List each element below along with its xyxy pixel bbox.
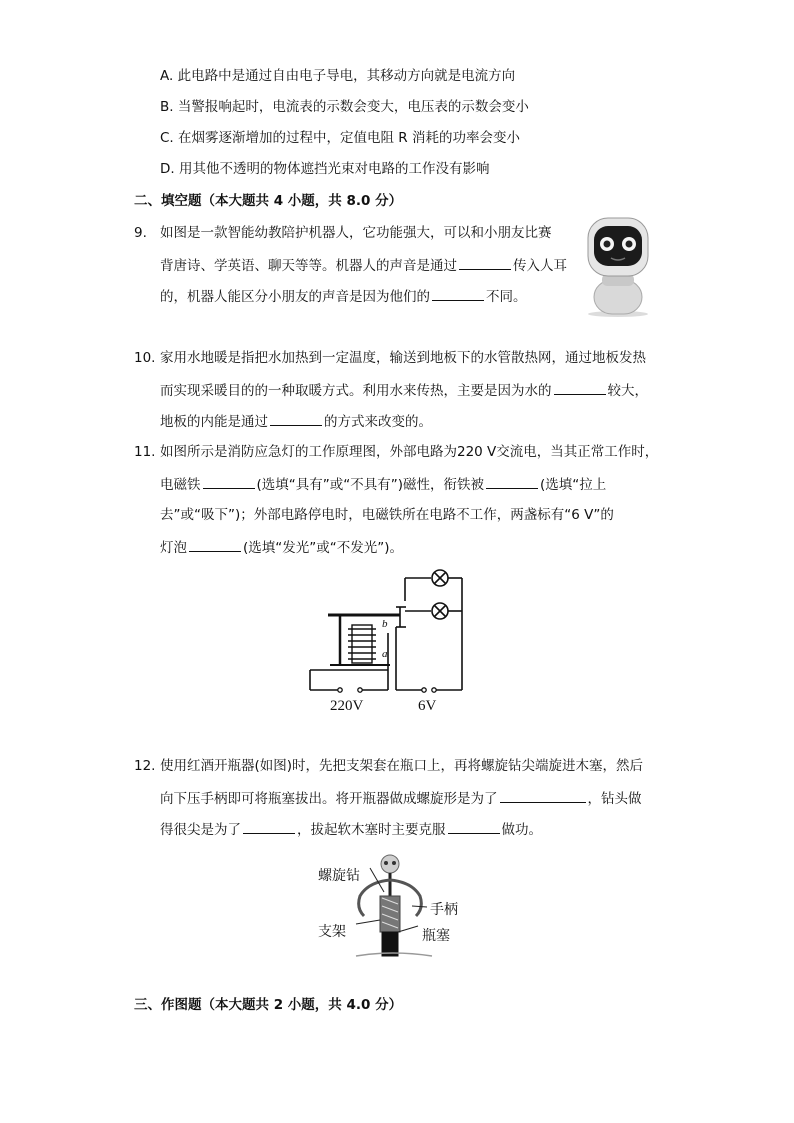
- robot-figure: [580, 214, 656, 318]
- q12-blank-3[interactable]: [448, 819, 500, 834]
- q11-line-2a: 电磁铁: [160, 477, 201, 493]
- circuit-label-b: b: [382, 618, 388, 630]
- q9-line-1: 如图是一款智能幼教陪护机器人，它功能强大，可以和小朋友比赛: [160, 225, 552, 241]
- q10-line-2b: 较大，: [607, 383, 648, 399]
- corkscrew-label-stand: 支架: [318, 924, 346, 940]
- q10-line-3b: 的方式来改变的。: [324, 414, 432, 430]
- q9-blank-1[interactable]: [459, 255, 511, 270]
- q12-number: 12.: [134, 758, 156, 774]
- q8-option-a: A. 此电路中是通过自由电子导电，其移动方向就是电流方向: [160, 68, 516, 84]
- q8-option-b: B. 当警报响起时，电流表的示数会变大，电压表的示数会变小: [160, 99, 529, 115]
- q10-line-3a: 地板的内能是通过: [160, 414, 268, 430]
- q10-line-2: [160, 380, 648, 400]
- q12-line-3: [160, 819, 542, 839]
- q9-line-3a: 的，机器人能区分小朋友的声音是因为他们的: [160, 289, 430, 305]
- q11-line-3: 去”或“吸下”)；外部电路停电时，电磁铁所在电路不工作，两盏标有“6 V”的: [160, 507, 614, 523]
- q12-blank-1[interactable]: [500, 788, 586, 803]
- section-3-title: 三、作图题（本大题共 2 小题，共 4.0 分）: [134, 997, 403, 1013]
- q12-line-3c: 做功。: [501, 822, 542, 838]
- q12-line-3b: ，拔起软木塞时主要克服: [297, 822, 446, 838]
- q10-line-3: [160, 411, 432, 431]
- q12-blank-2[interactable]: [243, 819, 295, 834]
- q10-number: 10.: [134, 350, 156, 366]
- q11-number: 11.: [134, 444, 156, 460]
- q12-line-2b: ，钻头做: [587, 791, 642, 807]
- q11-blank-1[interactable]: [203, 474, 255, 489]
- q9-line-2: [160, 255, 567, 275]
- q11-line-2b: (选填“具有”或“不具有”)磁性，衔铁被: [256, 477, 485, 493]
- q10-blank-1[interactable]: [554, 380, 606, 395]
- q12-line-1: 使用红酒开瓶器(如图)时，先把支架套在瓶口上，再将螺旋钻尖端旋进木塞，然后: [160, 758, 644, 774]
- circuit-label-6v: 6V: [418, 698, 437, 714]
- q12-line-2: [160, 788, 642, 808]
- corkscrew-label-handle: 手柄: [430, 902, 458, 918]
- q11-line-4b: (选填“发光”或“不发光”)。: [243, 540, 404, 556]
- q10-blank-2[interactable]: [270, 411, 322, 426]
- q9-line-2b: 传入人耳: [513, 258, 567, 274]
- q12-line-2a: 向下压手柄即可将瓶塞拔出。将开瓶器做成螺旋形是为了: [160, 791, 498, 807]
- q11-line-4a: 灯泡: [160, 540, 187, 556]
- q9-line-2a: 背唐诗、学英语、聊天等等。机器人的声音是通过: [160, 258, 457, 274]
- corkscrew-label-cork: 瓶塞: [422, 928, 450, 944]
- q9-number: 9.: [134, 225, 147, 241]
- q9-blank-2[interactable]: [432, 286, 484, 301]
- q11-line-1: 如图所示是消防应急灯的工作原理图，外部电路为220 V交流电，当其正常工作时，: [160, 444, 659, 460]
- q11-line-4: [160, 537, 403, 557]
- q10-line-2a: 而实现采暖目的的一种取暖方式。利用水来传热，主要是因为水的: [160, 383, 552, 399]
- q9-line-3: [160, 286, 527, 306]
- corkscrew-figure: [312, 852, 480, 960]
- emergency-light-circuit-figure: [300, 565, 480, 717]
- q11-blank-2[interactable]: [486, 474, 538, 489]
- q8-option-c: C. 在烟雾逐渐增加的过程中，定值电阻 R 消耗的功率会变小: [160, 130, 520, 146]
- circuit-label-a: a: [382, 648, 388, 660]
- q12-line-3a: 得很尖是为了: [160, 822, 241, 838]
- q9-line-3b: 不同。: [486, 289, 527, 305]
- corkscrew-label-screw: 螺旋钻: [318, 868, 360, 884]
- q11-blank-3[interactable]: [189, 537, 241, 552]
- circuit-label-220v: 220V: [330, 698, 364, 714]
- q11-line-2: [160, 474, 606, 494]
- q8-option-d: D. 用其他不透明的物体遮挡光束对电路的工作没有影响: [160, 161, 490, 177]
- q10-line-1: 家用水地暖是指把水加热到一定温度，输送到地板下的水管散热网，通过地板发热: [160, 350, 646, 366]
- q11-line-2c: (选填“拉上: [540, 477, 607, 493]
- section-2-title: 二、填空题（本大题共 4 小题，共 8.0 分）: [134, 193, 403, 209]
